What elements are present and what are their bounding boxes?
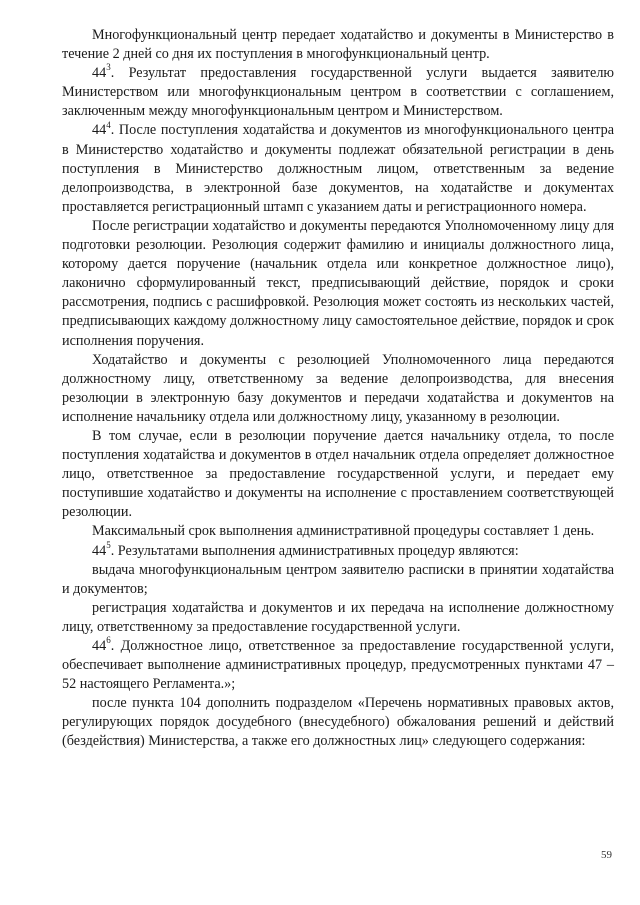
paragraph-number-superscript: 5 [106,539,111,550]
paragraph [62,522,614,541]
paragraph [62,561,614,599]
paragraph [62,121,614,216]
paragraph-number [92,62,111,82]
paragraph [62,599,614,637]
paragraph-text: Максимальный срок выполнения административной процедуры составляет 1 день. [92,523,595,540]
paragraph [62,637,614,694]
paragraph-number-superscript: 3 [106,62,111,73]
paragraph [62,351,614,427]
paragraph-text: . Результат предоставления государственной услуги выдается заявителю Министерством или многофункциональным центром в соответствии с соглашением, заключенным между многофункциональным центром и Министерством. [62,65,614,120]
paragraph [62,694,614,751]
paragraph-number [92,119,111,139]
paragraph-text: После регистрации ходатайство и документы передаются Уполномоченному лицу для подготовки резолюции. Резолюция содержит фамилию и инициалы должностного лица, которому дается поручение (начальник отдела или конкретное должностное лицо), лаконично сформулированный текст, предписывающий действие, порядок и сроки рассмотрения, подпись с расшифровкой. Резолюция может состоять из нескольких частей, предписывающих каждому должностному лицу самостоятельное действие, порядок и срок исполнения поручения. [62,217,614,349]
paragraph-text: регистрация ходатайства и документов и их передача на исполнение должностному лицу, ответственному за предоставление государственной услуги. [62,599,614,635]
paragraph-text: Многофункциональный центр передает ходатайство и документы в Министерство в течение 2 дней со дня их поступления в многофункциональный центр. [62,27,614,63]
paragraph-text: после пункта 104 дополнить подразделом «Перечень нормативных правовых актов, регулирующих порядок досудебного (внесудебного) обжалования решений и действий (бездействия) Министерства, а также его должностных лиц» следующего содержания: [62,695,614,750]
paragraph [62,64,614,121]
paragraph-text: Ходатайство и документы с резолюцией Уполномоченного лица передаются должностному лицу, ответственному за ведение делопроизводства, для внесения резолюции в электронную базу документов и передачи ходатайства и документов на исполнение начальнику отдела или должностному лицу, указанному в резолюции. [62,351,614,425]
paragraph-number-main: 44 [92,65,107,82]
paragraph-number-main: 44 [92,638,107,654]
paragraph-number-superscript: 4 [106,119,111,130]
paragraph-number-main: 44 [92,542,107,559]
paragraph-number-superscript: 6 [106,635,111,646]
paragraph-number [92,635,111,654]
page-number: 59 [601,849,612,861]
document-body [62,26,614,752]
paragraph-text: . После поступления ходатайства и документов из многофункционального центра в Министерство ходатайство и документы подлежат обязательной регистрации в день поступления в Министерство должностным лицом, ответственным за ведение делопроизводства, в электронной базе документов, на ходатайстве и документах проставляется регистрационный штамп с указанием даты и регистрационного номера. [62,122,614,215]
paragraph [62,539,614,561]
paragraph-text: В том случае, если в резолюции поручение дается начальнику отдела, то после поступления ходатайства и документов в отдел начальник отдела определяет должностное лицо, ответственное за предоставление государственной услуги, и передает ему поступившие ходатайство и документы на исполнение с проставлением соответствующей резолюции. [62,427,614,521]
paragraph [62,217,614,351]
paragraph [62,427,614,522]
paragraph-number [92,539,111,559]
paragraph-text: . Должностное лицо, ответственное за предоставление государственной услуги, обеспечивает выполнение административных процедур, предусмотренных пунктами 47 – 52 настоящего Регламента.»; [62,638,614,693]
paragraph-text: выдача многофункциональным центром заявителю расписки в принятии ходатайства и документов; [62,561,614,597]
paragraph [62,26,614,64]
paragraph-text: . Результатами выполнения административных процедур являются: [110,542,519,559]
paragraph-number-main: 44 [92,122,107,139]
